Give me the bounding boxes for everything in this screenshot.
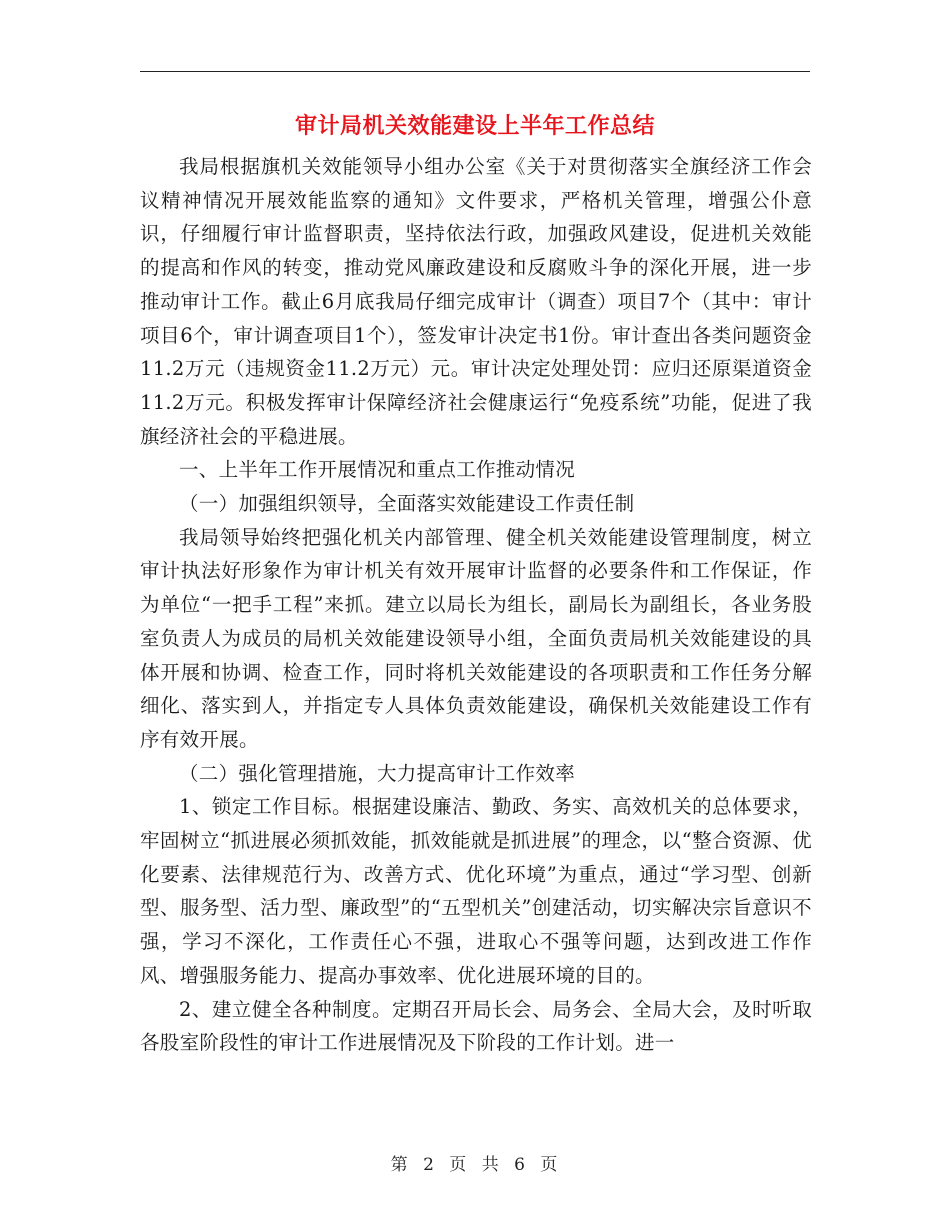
footer-label-page: 第 (390, 1155, 410, 1175)
paragraph-work-goals: 1、锁定工作目标。根据建设廉洁、勤政、务实、高效机关的总体要求，牢固树立“抓进展必须抓效能，抓效能就是抓进展”的理念，以“整合资源、优化要素、法律规范行为、改善方式、优化环境”为重点，通过“学习型、创新型、服务型、活力型、廉政型”的“五型机关”创建活动，切实解决宗旨意识不强，学习不深化，工作责任心不强，进取心不强等问题，达到改进工作作风、增强服务能力、提高办事效率、优化进展环境的目的。 (140, 795, 812, 987)
paragraph-systems: 2、建立健全各种制度。定期召开局长会、局务会、全局大会，及时听取各股室阶段性的审计工作进展情况及下阶段的工作计划。进一 (140, 997, 812, 1055)
footer-label-unit: 页 (449, 1155, 469, 1175)
section-heading-1: 一、上半年工作开展情况和重点工作推动情况 (179, 458, 576, 482)
document-title: 审计局机关效能建设上半年工作总结 (294, 113, 655, 139)
subsection-heading-1: （一）加强组织领导，全面落实效能建设工作责任制 (179, 492, 635, 516)
footer-current-page: 2 (423, 1155, 436, 1175)
footer-total-pages: 6 (514, 1155, 527, 1175)
paragraph-intro: 我局根据旗机关效能领导小组办公室《关于对贯彻落实全旗经济工作会议精神情况开展效能监察的通知》文件要求，严格机关管理，增强公仆意识，仔细履行审计监督职责，坚持依法行政，加强政风建设，促进机关效能的提高和作风的转变，推动党风廉政建设和反腐败斗争的深化开展，进一步推动审计工作。截止6月底我局仔细完成审计（调查）项目7个（其中：审计项目6个，审计调查项目1个），签发审计决定书1份。审计查出各类问题资金11.2万元（违规资金11.2万元）元。审计决定处理处罚：应归还原渠道资金11.2万元。积极发挥审计保障经济社会健康运行“免疫系统”功能，促进了我旗经济社会的平稳进展。 (140, 155, 812, 448)
document-body (140, 150, 812, 1060)
paragraph-leadership: 我局领导始终把强化机关内部管理、健全机关效能建设管理制度，树立审计执法好形象作为审计机关有效开展审计监督的必要条件和工作保证，作为单位“一把手工程”来抓。建立以局长为组长，副局长为副组长，各业务股室负责人为成员的局机关效能建设领导小组，全面负责局机关效能建设的具体开展和协调、检查工作，同时将机关效能建设的各项职责和工作任务分解细化、落实到人，并指定专人具体负责效能建设，确保机关效能建设工作有序有效开展。 (140, 525, 812, 751)
footer-label-unit-end: 页 (540, 1155, 560, 1175)
header-rule (140, 71, 810, 72)
footer-label-total: 共 (481, 1155, 501, 1175)
subsection-heading-2: （二）强化管理措施，大力提高审计工作效率 (179, 761, 576, 785)
page-footer (0, 1153, 950, 1177)
